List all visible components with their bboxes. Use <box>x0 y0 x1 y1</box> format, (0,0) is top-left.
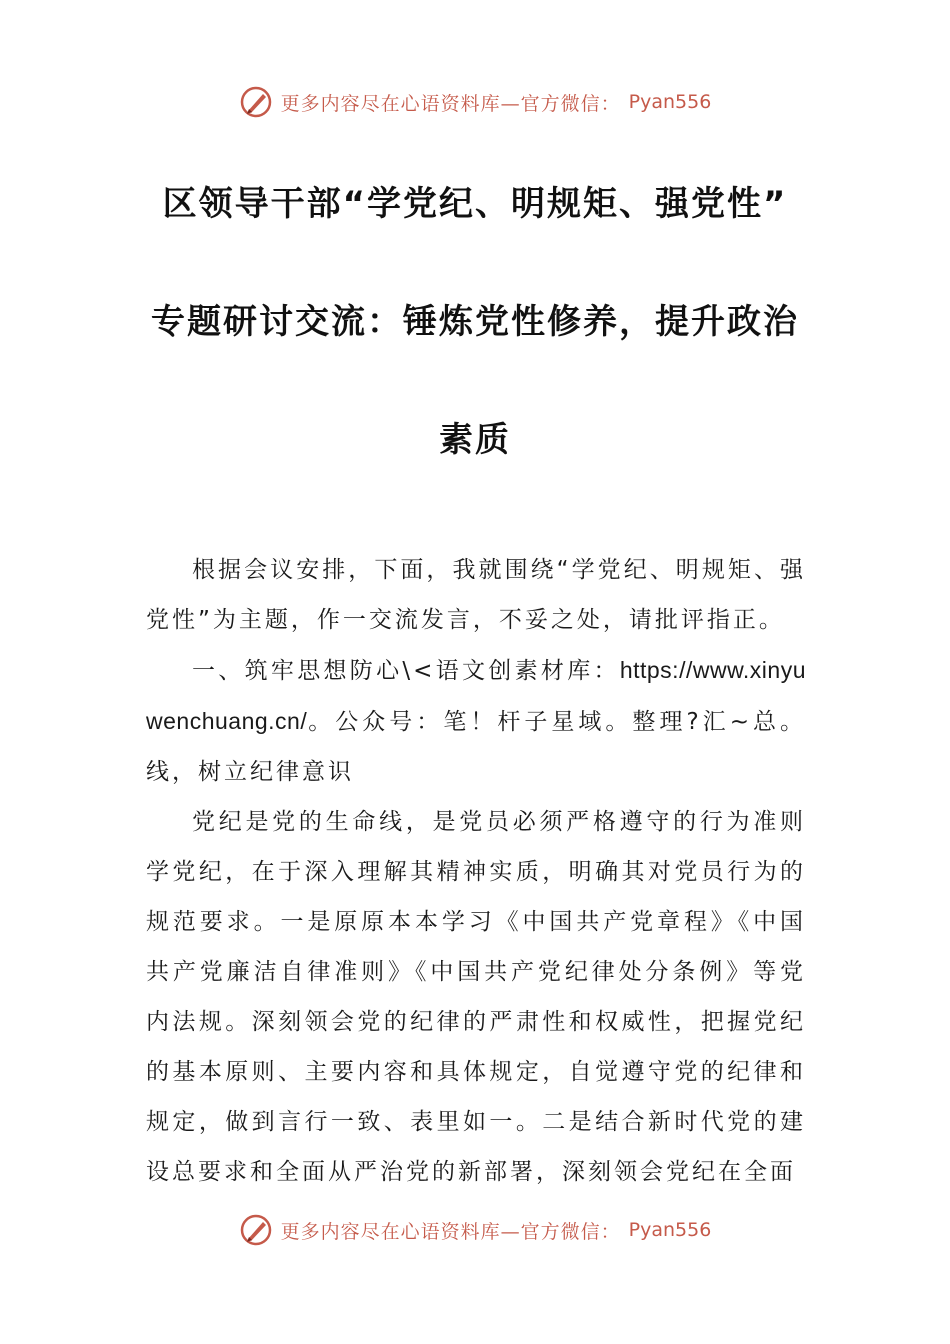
document-title-line-2: 专题研讨交流：锤炼党性修养，提升政治 <box>151 302 799 342</box>
section-heading-prefix: 一、筑牢思想防心\<语文创素材库： <box>192 658 620 684</box>
pen-circle-icon <box>239 1213 273 1247</box>
document-title-line-3: 素质 <box>439 420 511 460</box>
paragraph-body: 党纪是党的生命线，是党员必须严格遵守的行为准则学党纪，在于深入理解其精神实质，明确其对党员行为的规范要求。一是原原本本学习《中国共产党章程》《中国共产党廉洁自律准则》《中国共产党纪律处分条例》等党内法规。深刻领会党的纪律的严肃性和权威性，把握党纪的基本原则、主要内容和具体规定，自觉遵守党的纪律和规定，做到言行一致、表里如一。二是结合新时代党的建设总要求和全面从严治党的新部署，深刻领会党纪在全面 <box>146 809 806 1185</box>
section-heading-suffix: 。公众号：笔！杆子星域。整理?汇~总。线，树立纪律意识 <box>146 709 806 785</box>
footer-watermark-banner <box>0 1210 950 1250</box>
document-title-line-1: 区领导干部“学党纪、明规矩、强党性” <box>162 184 788 224</box>
banner-text: 更多内容尽在心语资料库—官方微信： <box>280 92 621 115</box>
header-watermark-banner <box>0 82 950 122</box>
paragraph-intro: 根据会议安排，下面，我就围绕“学党纪、明规矩、强党性”为主题，作一交流发言，不妥之处，请批评指正。 <box>146 557 806 633</box>
banner-wechat-id: Pyan556 <box>628 91 712 113</box>
paragraph-section-heading <box>146 645 806 797</box>
source-url-link[interactable]: https://www.xinyuwenchuang.cn/ <box>146 657 806 734</box>
pen-circle-icon <box>239 85 273 119</box>
document-body <box>146 545 806 1197</box>
banner-wechat-id: Pyan556 <box>628 1219 712 1241</box>
banner-text: 更多内容尽在心语资料库—官方微信： <box>280 1220 621 1243</box>
